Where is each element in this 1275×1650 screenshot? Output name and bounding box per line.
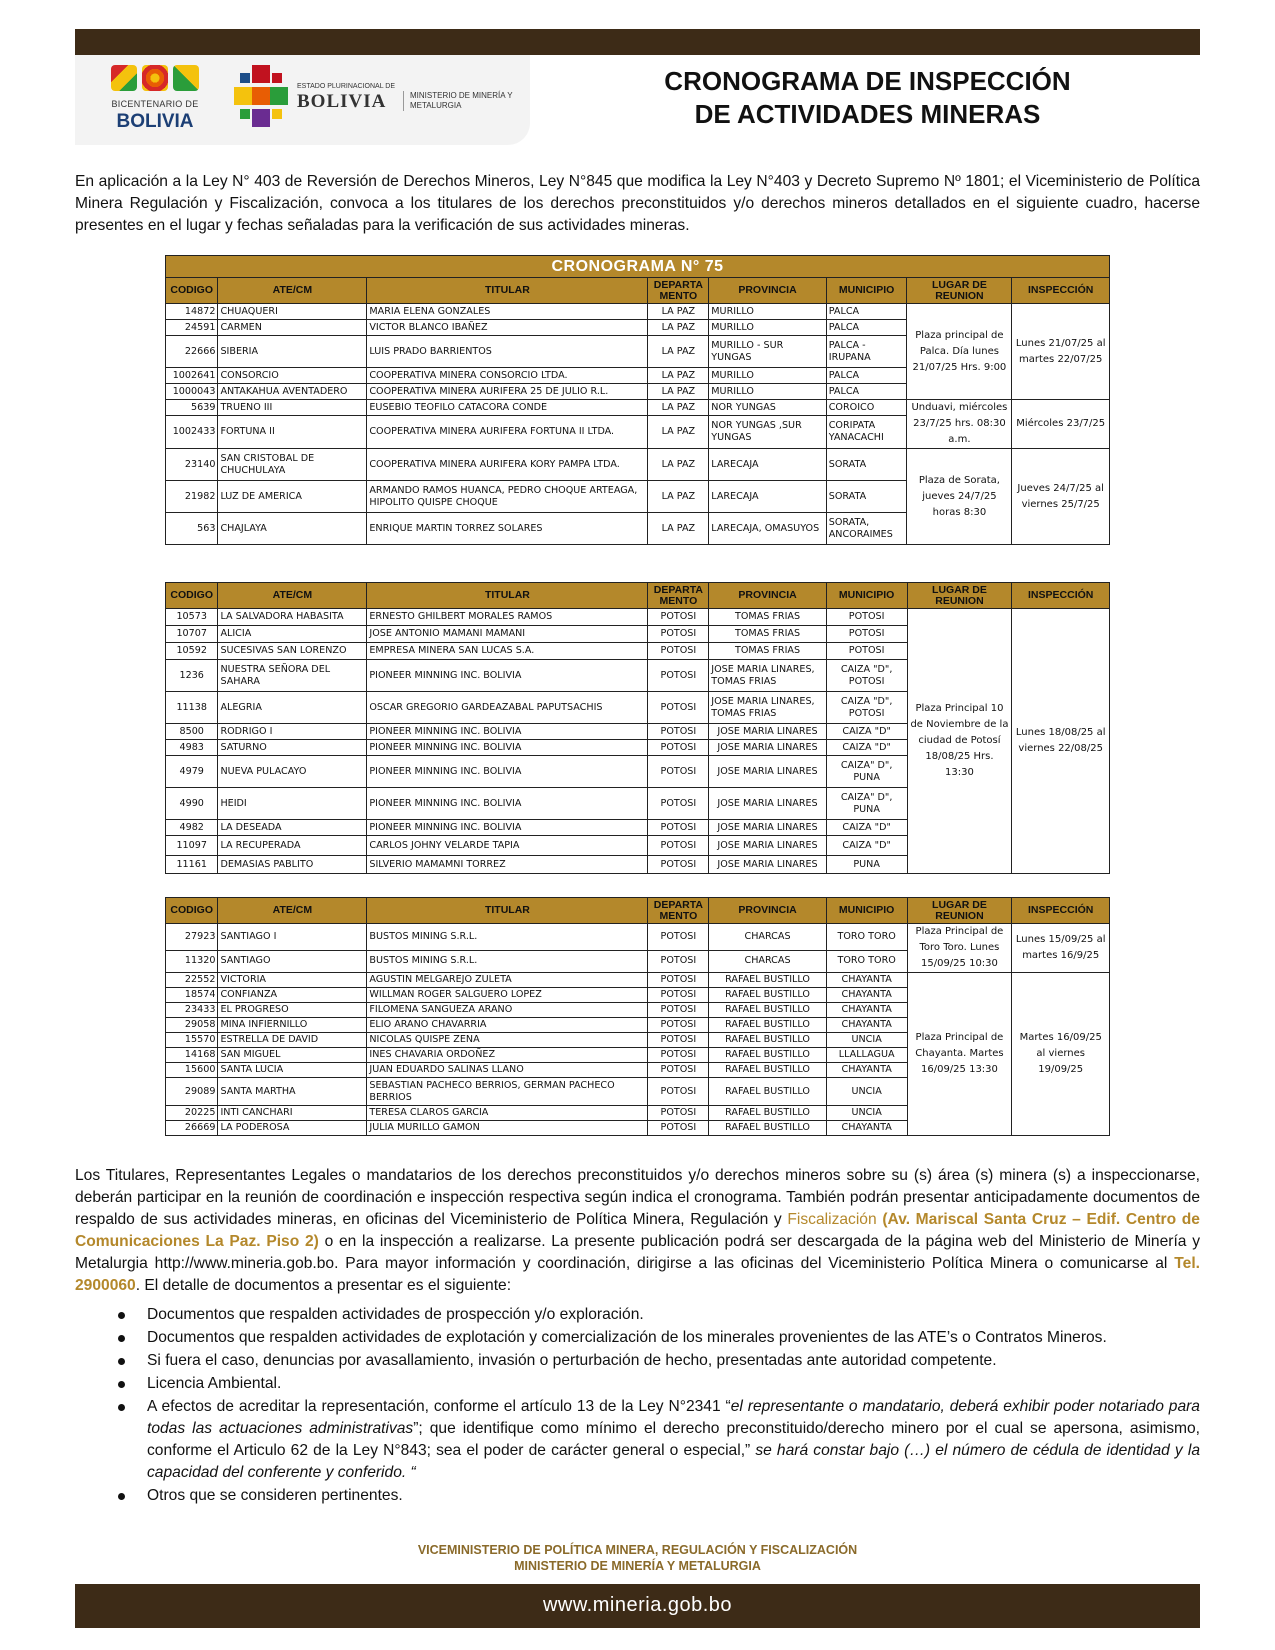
cell-departamento: POTOSI xyxy=(648,1003,709,1018)
cell-municipio: CHAYANTA xyxy=(826,1003,907,1018)
cell-codigo: 563 xyxy=(166,513,218,545)
cell-municipio: PALCA - IRUPANA xyxy=(826,336,907,368)
cell-municipio: CAIZA "D" xyxy=(826,820,907,836)
col-header-municipio: MUNICIPIO xyxy=(826,583,907,609)
cell-departamento: POTOSI xyxy=(648,1018,709,1033)
col-header-municipio: MUNICIPIO xyxy=(826,898,907,924)
cell-provincia: TOMAS FRIAS xyxy=(709,626,826,643)
logo-panel xyxy=(75,55,530,145)
estado-small-text: ESTADO PLURINACIONAL DE xyxy=(297,83,396,90)
cell-titular: ERNESTO GHILBERT MORALES RAMOS xyxy=(367,609,648,626)
closing-paragraph xyxy=(75,1165,1200,1297)
cell-municipio: CHAYANTA xyxy=(826,1063,907,1078)
cell-codigo: 11097 xyxy=(166,836,218,856)
col-header-titular: TITULAR xyxy=(367,583,648,609)
col-header-ate: ATE/CM xyxy=(218,898,367,924)
cell-municipio: UNCIA xyxy=(826,1033,907,1048)
closing-text-1: Los Titulares, Representantes Legales o mandatarios de los derechos preconstituidos y/o derechos mineros sobre su (s) área (s) minera (s) a inspeccionarse, deberán participar en la reunión de coordinación e inspección respectiva según indica el cronograma. También podrán presentar anticipadamente documentos de respaldo de sus actividades mineras, en oficinas del Viceministerio de Política Minera, Regulación y xyxy=(75,1167,1200,1228)
cell-titular: COOPERATIVA MINERA AURIFERA FORTUNA II LTDA. xyxy=(367,416,648,449)
documents-list xyxy=(75,1304,1200,1508)
cell-lugar-reunion: Unduavi, miércoles 23/7/25 hrs. 08:30 a.m. xyxy=(907,400,1012,449)
footer-line-1: VICEMINISTERIO DE POLÍTICA MINERA, REGULACIÓN Y FISCALIZACIÓN xyxy=(417,1543,858,1557)
cell-codigo: 21982 xyxy=(166,481,218,513)
cell-departamento: LA PAZ xyxy=(648,481,709,513)
cell-codigo: 29089 xyxy=(166,1078,218,1106)
cell-ate: SAN MIGUEL xyxy=(218,1048,367,1063)
cell-ate: ALEGRIA xyxy=(218,692,367,724)
cell-provincia: NOR YUNGAS ,SUR YUNGAS xyxy=(709,416,826,449)
cell-codigo: 4990 xyxy=(166,788,218,820)
cell-municipio: PALCA xyxy=(826,304,907,320)
schedule-table-1 xyxy=(165,255,1110,545)
list-item-text: Documentos que respalden actividades de prospección y/o exploración. xyxy=(147,1306,644,1323)
title-line-1: CRONOGRAMA DE INSPECCIÓN xyxy=(664,66,1071,96)
cell-ate: CONSORCIO xyxy=(218,368,367,384)
cell-titular: OSCAR GREGORIO GARDEAZABAL PAPUTSACHIS xyxy=(367,692,648,724)
cell-ate: SANTA MARTHA xyxy=(218,1078,367,1106)
cell-codigo: 14168 xyxy=(166,1048,218,1063)
cell-codigo: 15600 xyxy=(166,1063,218,1078)
cell-municipio: UNCIA xyxy=(826,1106,907,1121)
cell-ate: SANTIAGO xyxy=(218,950,367,972)
cell-ate: LUZ DE AMERICA xyxy=(218,481,367,513)
cell-provincia: RAFAEL BUSTILLO xyxy=(709,1018,826,1033)
cell-codigo: 29058 xyxy=(166,1018,218,1033)
cell-departamento: POTOSI xyxy=(648,856,709,874)
ministerio-small-text: MINISTERIO DE MINERÍA Y METALURGIA xyxy=(403,91,513,111)
list-item-text: Otros que se consideren pertinentes. xyxy=(147,1487,403,1504)
footer-url-link[interactable]: www.mineria.gob.bo xyxy=(542,1594,733,1616)
cell-titular: ELIO ARANO CHAVARRIA xyxy=(367,1018,648,1033)
cell-ate: NUEVA PULACAYO xyxy=(218,756,367,788)
cell-ate: SAN CRISTOBAL DE CHUCHULAYA xyxy=(218,449,367,481)
cell-titular: PIONEER MINNING INC. BOLIVIA xyxy=(367,820,648,836)
closing-gold-word: Fiscalización xyxy=(787,1211,877,1228)
col-header-lugar: LUGAR DE REUNION xyxy=(907,583,1012,609)
col-header-titular: TITULAR xyxy=(367,278,648,304)
cell-codigo: 10573 xyxy=(166,609,218,626)
cell-provincia: JOSE MARIA LINARES xyxy=(709,756,826,788)
top-bar xyxy=(75,29,1200,55)
cell-ate: SATURNO xyxy=(218,740,367,756)
cell-codigo: 22552 xyxy=(166,973,218,988)
cell-titular: ENRIQUE MARTIN TORREZ SOLARES xyxy=(367,513,648,545)
cell-ate: CARMEN xyxy=(218,320,367,336)
col-header-titular: TITULAR xyxy=(367,898,648,924)
cell-departamento: POTOSI xyxy=(648,1106,709,1121)
cell-departamento: POTOSI xyxy=(648,1121,709,1136)
cell-municipio: TORO TORO xyxy=(826,924,907,951)
col-header-provincia: PROVINCIA xyxy=(709,278,826,304)
cell-titular: NICOLAS QUISPE ZENA xyxy=(367,1033,648,1048)
cell-titular: EUSEBIO TEOFILO CATACORA CONDE xyxy=(367,400,648,416)
schedule-table-3 xyxy=(165,897,1110,1136)
cell-titular: AGUSTIN MELGAREJO ZULETA xyxy=(367,973,648,988)
cell-departamento: POTOSI xyxy=(648,756,709,788)
cell-municipio: PALCA xyxy=(826,384,907,400)
table-row xyxy=(166,400,1110,416)
footer-institution xyxy=(0,1542,1275,1574)
cell-inspeccion: Miércoles 23/7/25 xyxy=(1012,400,1110,449)
cell-codigo: 18574 xyxy=(166,988,218,1003)
cell-titular: JOSE ANTONIO MAMANI MAMANI xyxy=(367,626,648,643)
cell-provincia: RAFAEL BUSTILLO xyxy=(709,1078,826,1106)
cell-codigo: 1002641 xyxy=(166,368,218,384)
cell-departamento: POTOSI xyxy=(648,1048,709,1063)
cell-departamento: POTOSI xyxy=(648,1078,709,1106)
title-line-2: DE ACTIVIDADES MINERAS xyxy=(694,99,1041,129)
cell-municipio: CORIPATA YANACACHI xyxy=(826,416,907,449)
cell-departamento: POTOSI xyxy=(648,643,709,660)
cell-ate: CONFIANZA xyxy=(218,988,367,1003)
cell-codigo: 10592 xyxy=(166,643,218,660)
cell-provincia: JOSE MARIA LINARES xyxy=(709,724,826,740)
cell-provincia: JOSE MARIA LINARES, TOMAS FRIAS xyxy=(709,692,826,724)
list-item xyxy=(75,1327,1200,1349)
cell-provincia: CHARCAS xyxy=(709,924,826,951)
cell-ate: TRUENO III xyxy=(218,400,367,416)
cell-titular: VICTOR BLANCO IBAÑEZ xyxy=(367,320,648,336)
cell-departamento: POTOSI xyxy=(648,950,709,972)
cell-titular: WILLMAN ROGER SALGUERO LOPEZ xyxy=(367,988,648,1003)
quoted-law-text: el representante o mandatario, deberá exhibir poder notariado para todas las actuaciones administrativas xyxy=(147,1398,1200,1437)
cell-ate: SANTIAGO I xyxy=(218,924,367,951)
cell-departamento: LA PAZ xyxy=(648,384,709,400)
cell-ate: FORTUNA II xyxy=(218,416,367,449)
cell-departamento: LA PAZ xyxy=(648,304,709,320)
col-header-departamento: DEPARTA MENTO xyxy=(648,583,709,609)
bullet-icon xyxy=(118,1312,125,1319)
cell-codigo: 23433 xyxy=(166,1003,218,1018)
cell-titular: CARLOS JOHNY VELARDE TAPIA xyxy=(367,836,648,856)
cell-titular: SEBASTIAN PACHECO BERRIOS, GERMAN PACHECO BERRIOS xyxy=(367,1078,648,1106)
cell-departamento: POTOSI xyxy=(648,820,709,836)
cell-titular: JUAN EDUARDO SALINAS LLANO xyxy=(367,1063,648,1078)
cell-titular: BUSTOS MINING S.R.L. xyxy=(367,924,648,951)
cell-provincia: LARECAJA, OMASUYOS xyxy=(709,513,826,545)
cell-provincia: MURILLO xyxy=(709,384,826,400)
cell-provincia: RAFAEL BUSTILLO xyxy=(709,1033,826,1048)
document-title xyxy=(535,65,1200,131)
cell-titular: COOPERATIVA MINERA AURIFERA KORY PAMPA LTDA. xyxy=(367,449,648,481)
cell-departamento: POTOSI xyxy=(648,1033,709,1048)
cell-municipio: CAIZA "D" xyxy=(826,836,907,856)
cell-codigo: 11138 xyxy=(166,692,218,724)
cell-departamento: LA PAZ xyxy=(648,336,709,368)
cell-municipio: CAIZA "D", POTOSI xyxy=(826,692,907,724)
cell-departamento: LA PAZ xyxy=(648,320,709,336)
list-item xyxy=(75,1304,1200,1326)
cell-lugar-reunion: Plaza Principal 10 de Noviembre de la ciudad de Potosí 18/08/25 Hrs. 13:30 xyxy=(907,609,1012,874)
phone-number: Tel. 2900060 xyxy=(75,1255,1200,1294)
cell-codigo: 15570 xyxy=(166,1033,218,1048)
cell-titular: MARIA ELENA GONZALES xyxy=(367,304,648,320)
cell-municipio: SORATA, ANCORAIMES xyxy=(826,513,907,545)
cell-provincia: NOR YUNGAS xyxy=(709,400,826,416)
col-header-codigo: CODIGO xyxy=(166,278,218,304)
col-header-lugar: LUGAR DE REUNION xyxy=(907,278,1012,304)
cell-titular: FILOMENA SANGUEZA ARANO xyxy=(367,1003,648,1018)
cell-codigo: 5639 xyxy=(166,400,218,416)
cell-ate: NUESTRA SEÑORA DEL SAHARA xyxy=(218,660,367,692)
cell-ate: INTI CANCHARI xyxy=(218,1106,367,1121)
cell-provincia: RAFAEL BUSTILLO xyxy=(709,988,826,1003)
cell-provincia: JOSE MARIA LINARES xyxy=(709,788,826,820)
cell-municipio: CHAYANTA xyxy=(826,1018,907,1033)
cell-titular: ARMANDO RAMOS HUANCA, PEDRO CHOQUE ARTEAGA, HIPOLITO QUISPE CHOQUE xyxy=(367,481,648,513)
cell-codigo: 4983 xyxy=(166,740,218,756)
cell-ate: VICTORIA xyxy=(218,973,367,988)
cell-titular: SILVERIO MAMAMNI TORREZ xyxy=(367,856,648,874)
cell-inspeccion: Martes 16/09/25 al viernes 19/09/25 xyxy=(1012,973,1110,1136)
cell-departamento: POTOSI xyxy=(648,788,709,820)
cell-municipio: COROICO xyxy=(826,400,907,416)
estado-big-text: BOLIVIA xyxy=(297,91,387,112)
table-row xyxy=(166,924,1110,951)
cell-municipio: PUNA xyxy=(826,856,907,874)
cell-titular: COOPERATIVA MINERA CONSORCIO LTDA. xyxy=(367,368,648,384)
col-header-provincia: PROVINCIA xyxy=(709,583,826,609)
cell-departamento: LA PAZ xyxy=(648,368,709,384)
cell-titular: PIONEER MINNING INC. BOLIVIA xyxy=(367,660,648,692)
cell-titular: COOPERATIVA MINERA AURIFERA 25 DE JULIO R.L. xyxy=(367,384,648,400)
bullet-icon xyxy=(118,1404,125,1411)
cell-lugar-reunion: Plaza de Sorata, jueves 24/7/25 horas 8:30 xyxy=(907,449,1012,545)
cell-departamento: LA PAZ xyxy=(648,513,709,545)
cell-provincia: LARECAJA xyxy=(709,481,826,513)
cell-codigo: 1002433 xyxy=(166,416,218,449)
cell-codigo: 4979 xyxy=(166,756,218,788)
col-header-ate: ATE/CM xyxy=(218,583,367,609)
cell-departamento: POTOSI xyxy=(648,660,709,692)
cell-ate: MINA INFIERNILLO xyxy=(218,1018,367,1033)
cell-departamento: POTOSI xyxy=(648,924,709,951)
cell-inspeccion: Lunes 15/09/25 al martes 16/9/25 xyxy=(1012,924,1110,973)
cell-codigo: 24591 xyxy=(166,320,218,336)
cell-provincia: TOMAS FRIAS xyxy=(709,609,826,626)
bicentenario-marks-icon xyxy=(111,65,199,95)
list-item-text: ”; que identifique como mínimo el derecho preconstituido/derecho minero por el cual se apersona, asimismo, conforme el Articulo 62 de la Ley N°843; sea el poder de carácter general o especial,” xyxy=(147,1420,1200,1459)
table-row xyxy=(166,609,1110,626)
table-row xyxy=(166,973,1110,988)
col-header-codigo: CODIGO xyxy=(166,583,218,609)
cell-provincia: RAFAEL BUSTILLO xyxy=(709,1048,826,1063)
cell-departamento: POTOSI xyxy=(648,626,709,643)
cell-ate: SUCESIVAS SAN LORENZO xyxy=(218,643,367,660)
cell-provincia: JOSE MARIA LINARES, TOMAS FRIAS xyxy=(709,660,826,692)
closing-text-2: o en la inspección a realizarse. La presente publicación podrá ser descargada de la página web del Ministerio de Minería y Metalurgia http://www.mineria.gob.bo. Para mayor información y coordinación, dirigirse a las oficinas del Viceministerio Política Minera o comunicarse al xyxy=(75,1233,1200,1272)
cell-titular: PIONEER MINNING INC. BOLIVIA xyxy=(367,756,648,788)
list-item-text: Documentos que respalden actividades de explotación y comercialización de los minerales provenientes de las ATE’s o Contratos Mineros. xyxy=(147,1329,1107,1346)
cell-codigo: 8500 xyxy=(166,724,218,740)
cell-inspeccion: Lunes 21/07/25 al martes 22/07/25 xyxy=(1012,304,1110,400)
cell-provincia: TOMAS FRIAS xyxy=(709,643,826,660)
cell-ate: LA PODEROSA xyxy=(218,1121,367,1136)
cell-ate: ANTAKAHUA AVENTADERO xyxy=(218,384,367,400)
cell-departamento: POTOSI xyxy=(648,724,709,740)
bullet-icon xyxy=(118,1493,125,1500)
col-header-departamento: DEPARTA MENTO xyxy=(648,278,709,304)
cell-ate: RODRIGO I xyxy=(218,724,367,740)
list-item xyxy=(75,1350,1200,1372)
office-address: (Av. Mariscal Santa Cruz – Edif. Centro de Comunicaciones La Paz. Piso 2) xyxy=(75,1211,1200,1250)
cell-codigo: 27923 xyxy=(166,924,218,951)
cell-municipio: PALCA xyxy=(826,368,907,384)
cell-provincia: RAFAEL BUSTILLO xyxy=(709,1106,826,1121)
cell-municipio: POTOSI xyxy=(826,626,907,643)
cell-provincia: MURILLO xyxy=(709,304,826,320)
cell-municipio: TORO TORO xyxy=(826,950,907,972)
cell-codigo: 1000043 xyxy=(166,384,218,400)
cell-municipio: CAIZA" D", PUNA xyxy=(826,788,907,820)
cell-ate: LA RECUPERADA xyxy=(218,836,367,856)
cell-codigo: 20225 xyxy=(166,1106,218,1121)
cell-municipio: PALCA xyxy=(826,320,907,336)
cell-provincia: RAFAEL BUSTILLO xyxy=(709,1063,826,1078)
cell-lugar-reunion: Plaza Principal de Toro Toro. Lunes 15/09/25 10:30 xyxy=(907,924,1012,973)
cell-codigo: 11320 xyxy=(166,950,218,972)
col-header-lugar: LUGAR DE REUNION xyxy=(907,898,1012,924)
cell-municipio: CAIZA "D", POTOSI xyxy=(826,660,907,692)
cell-lugar-reunion: Plaza Principal de Chayanta. Martes 16/09/25 13:30 xyxy=(907,973,1012,1136)
cell-codigo: 10707 xyxy=(166,626,218,643)
list-item xyxy=(75,1485,1200,1507)
cell-municipio: CAIZA" D", PUNA xyxy=(826,756,907,788)
col-header-inspeccion: INSPECCIÓN xyxy=(1012,583,1110,609)
cell-municipio: POTOSI xyxy=(826,609,907,626)
cell-codigo: 1236 xyxy=(166,660,218,692)
list-item xyxy=(75,1396,1200,1484)
cell-ate: LA SALVADORA HABASITA xyxy=(218,609,367,626)
closing-text-3: . El detalle de documentos a presentar es el siguiente: xyxy=(135,1277,512,1294)
cell-departamento: POTOSI xyxy=(648,692,709,724)
cell-provincia: MURILLO xyxy=(709,368,826,384)
cell-municipio: UNCIA xyxy=(826,1078,907,1106)
bullet-icon xyxy=(118,1358,125,1365)
cell-municipio: LLALLAGUA xyxy=(826,1048,907,1063)
col-header-provincia: PROVINCIA xyxy=(709,898,826,924)
col-header-municipio: MUNICIPIO xyxy=(826,278,907,304)
cell-titular: TERESA CLAROS GARCIA xyxy=(367,1106,648,1121)
cell-provincia: RAFAEL BUSTILLO xyxy=(709,1003,826,1018)
cell-provincia: MURILLO xyxy=(709,320,826,336)
bicentenario-logo xyxy=(105,65,205,135)
cell-municipio: SORATA xyxy=(826,449,907,481)
cell-ate: SIBERIA xyxy=(218,336,367,368)
cell-lugar-reunion: Plaza principal de Palca. Día lunes 21/07/25 Hrs. 9:00 xyxy=(907,304,1012,400)
cell-titular: PIONEER MINNING INC. BOLIVIA xyxy=(367,724,648,740)
schedule-table-2 xyxy=(165,582,1110,874)
cell-ate: EL PROGRESO xyxy=(218,1003,367,1018)
quoted-law-text-2: se hará constar bajo (…) el número de cédula de identidad y la capacidad del conferente y conferido. “ xyxy=(147,1442,1200,1481)
cell-departamento: POTOSI xyxy=(648,740,709,756)
col-header-inspeccion: INSPECCIÓN xyxy=(1012,898,1110,924)
cell-inspeccion: Jueves 24/7/25 al viernes 25/7/25 xyxy=(1012,449,1110,545)
footer-bar xyxy=(75,1584,1200,1628)
col-header-codigo: CODIGO xyxy=(166,898,218,924)
cell-municipio: CAIZA "D" xyxy=(826,724,907,740)
table-row xyxy=(166,304,1110,320)
cell-titular: PIONEER MINNING INC. BOLIVIA xyxy=(367,788,648,820)
cell-ate: LA DESEADA xyxy=(218,820,367,836)
cell-provincia: JOSE MARIA LINARES xyxy=(709,740,826,756)
cell-codigo: 4982 xyxy=(166,820,218,836)
cell-provincia: JOSE MARIA LINARES xyxy=(709,836,826,856)
bicentenario-big-text: BOLIVIA xyxy=(116,111,194,132)
cell-provincia: JOSE MARIA LINARES xyxy=(709,820,826,836)
cell-ate: ALICIA xyxy=(218,626,367,643)
cell-ate: ESTRELLA DE DAVID xyxy=(218,1033,367,1048)
cell-provincia: JOSE MARIA LINARES xyxy=(709,856,826,874)
footer-line-2: MINISTERIO DE MINERÍA Y METALURGIA xyxy=(514,1559,761,1573)
cell-titular: PIONEER MINNING INC. BOLIVIA xyxy=(367,740,648,756)
cell-departamento: POTOSI xyxy=(648,988,709,1003)
col-header-departamento: DEPARTA MENTO xyxy=(648,898,709,924)
cell-titular: LUIS PRADO BARRIENTOS xyxy=(367,336,648,368)
cell-provincia: MURILLO - SUR YUNGAS xyxy=(709,336,826,368)
cell-ate: CHUAQUERI xyxy=(218,304,367,320)
cell-ate: CHAJLAYA xyxy=(218,513,367,545)
bicentenario-small-text: BICENTENARIO DE xyxy=(111,99,199,109)
cell-ate: SANTA LUCIA xyxy=(218,1063,367,1078)
cell-departamento: POTOSI xyxy=(648,609,709,626)
page-header xyxy=(75,55,1200,155)
col-header-inspeccion: INSPECCIÓN xyxy=(1012,278,1110,304)
cell-municipio: CHAYANTA xyxy=(826,973,907,988)
cell-titular: JULIA MURILLO GAMON xyxy=(367,1121,648,1136)
list-item-text: Licencia Ambiental. xyxy=(147,1375,282,1392)
cell-provincia: CHARCAS xyxy=(709,950,826,972)
cell-codigo: 26669 xyxy=(166,1121,218,1136)
cell-codigo: 14872 xyxy=(166,304,218,320)
cell-departamento: LA PAZ xyxy=(648,400,709,416)
cell-ate: HEIDI xyxy=(218,788,367,820)
cell-codigo: 11161 xyxy=(166,856,218,874)
cell-municipio: POTOSI xyxy=(826,643,907,660)
cell-codigo: 22666 xyxy=(166,336,218,368)
cell-provincia: LARECAJA xyxy=(709,449,826,481)
bullet-icon xyxy=(118,1335,125,1342)
cell-titular: EMPRESA MINERA SAN LUCAS S.A. xyxy=(367,643,648,660)
cell-titular: BUSTOS MINING S.R.L. xyxy=(367,950,648,972)
col-header-ate: ATE/CM xyxy=(218,278,367,304)
list-item-text: A efectos de acreditar la representación, conforme el artículo 13 de la Ley N°2341 “ xyxy=(147,1398,731,1415)
cell-ate: DEMASIAS PABLITO xyxy=(218,856,367,874)
cell-provincia: RAFAEL BUSTILLO xyxy=(709,973,826,988)
cell-codigo: 23140 xyxy=(166,449,218,481)
cell-provincia: RAFAEL BUSTILLO xyxy=(709,1121,826,1136)
cell-titular: INES CHAVARIA ORDOÑEZ xyxy=(367,1048,648,1063)
bullet-icon xyxy=(118,1381,125,1388)
cell-departamento: POTOSI xyxy=(648,1063,709,1078)
cell-municipio: SORATA xyxy=(826,481,907,513)
table-caption: CRONOGRAMA N° 75 xyxy=(166,256,1110,278)
cell-departamento: LA PAZ xyxy=(648,416,709,449)
list-item xyxy=(75,1373,1200,1395)
cell-departamento: POTOSI xyxy=(648,836,709,856)
cell-municipio: CAIZA "D" xyxy=(826,740,907,756)
intro-paragraph: En aplicación a la Ley N° 403 de Reversión de Derechos Mineros, Ley N°845 que modifica la Ley N°403 y Decreto Supremo Nº 1801; el Viceministerio de Política Minera Regulación y Fiscalización, convoca a los titulares de los derechos preconstituidos y/o derechos mineros detallados en el siguiente cuadro, hacerse presentes en el lugar y fechas señaladas para la verificación de sus actividades mineras. xyxy=(75,173,1200,234)
ministry-emblem-icon xyxy=(230,65,292,131)
cell-inspeccion: Lunes 18/08/25 al viernes 22/08/25 xyxy=(1012,609,1110,874)
cell-municipio: CHAYANTA xyxy=(826,1121,907,1136)
cell-departamento: LA PAZ xyxy=(648,449,709,481)
cell-municipio: CHAYANTA xyxy=(826,988,907,1003)
cell-departamento: POTOSI xyxy=(648,973,709,988)
table-row xyxy=(166,449,1110,481)
list-item-text: Si fuera el caso, denuncias por avasallamiento, invasión o perturbación de hecho, presentadas ante autoridad competente. xyxy=(147,1352,997,1369)
